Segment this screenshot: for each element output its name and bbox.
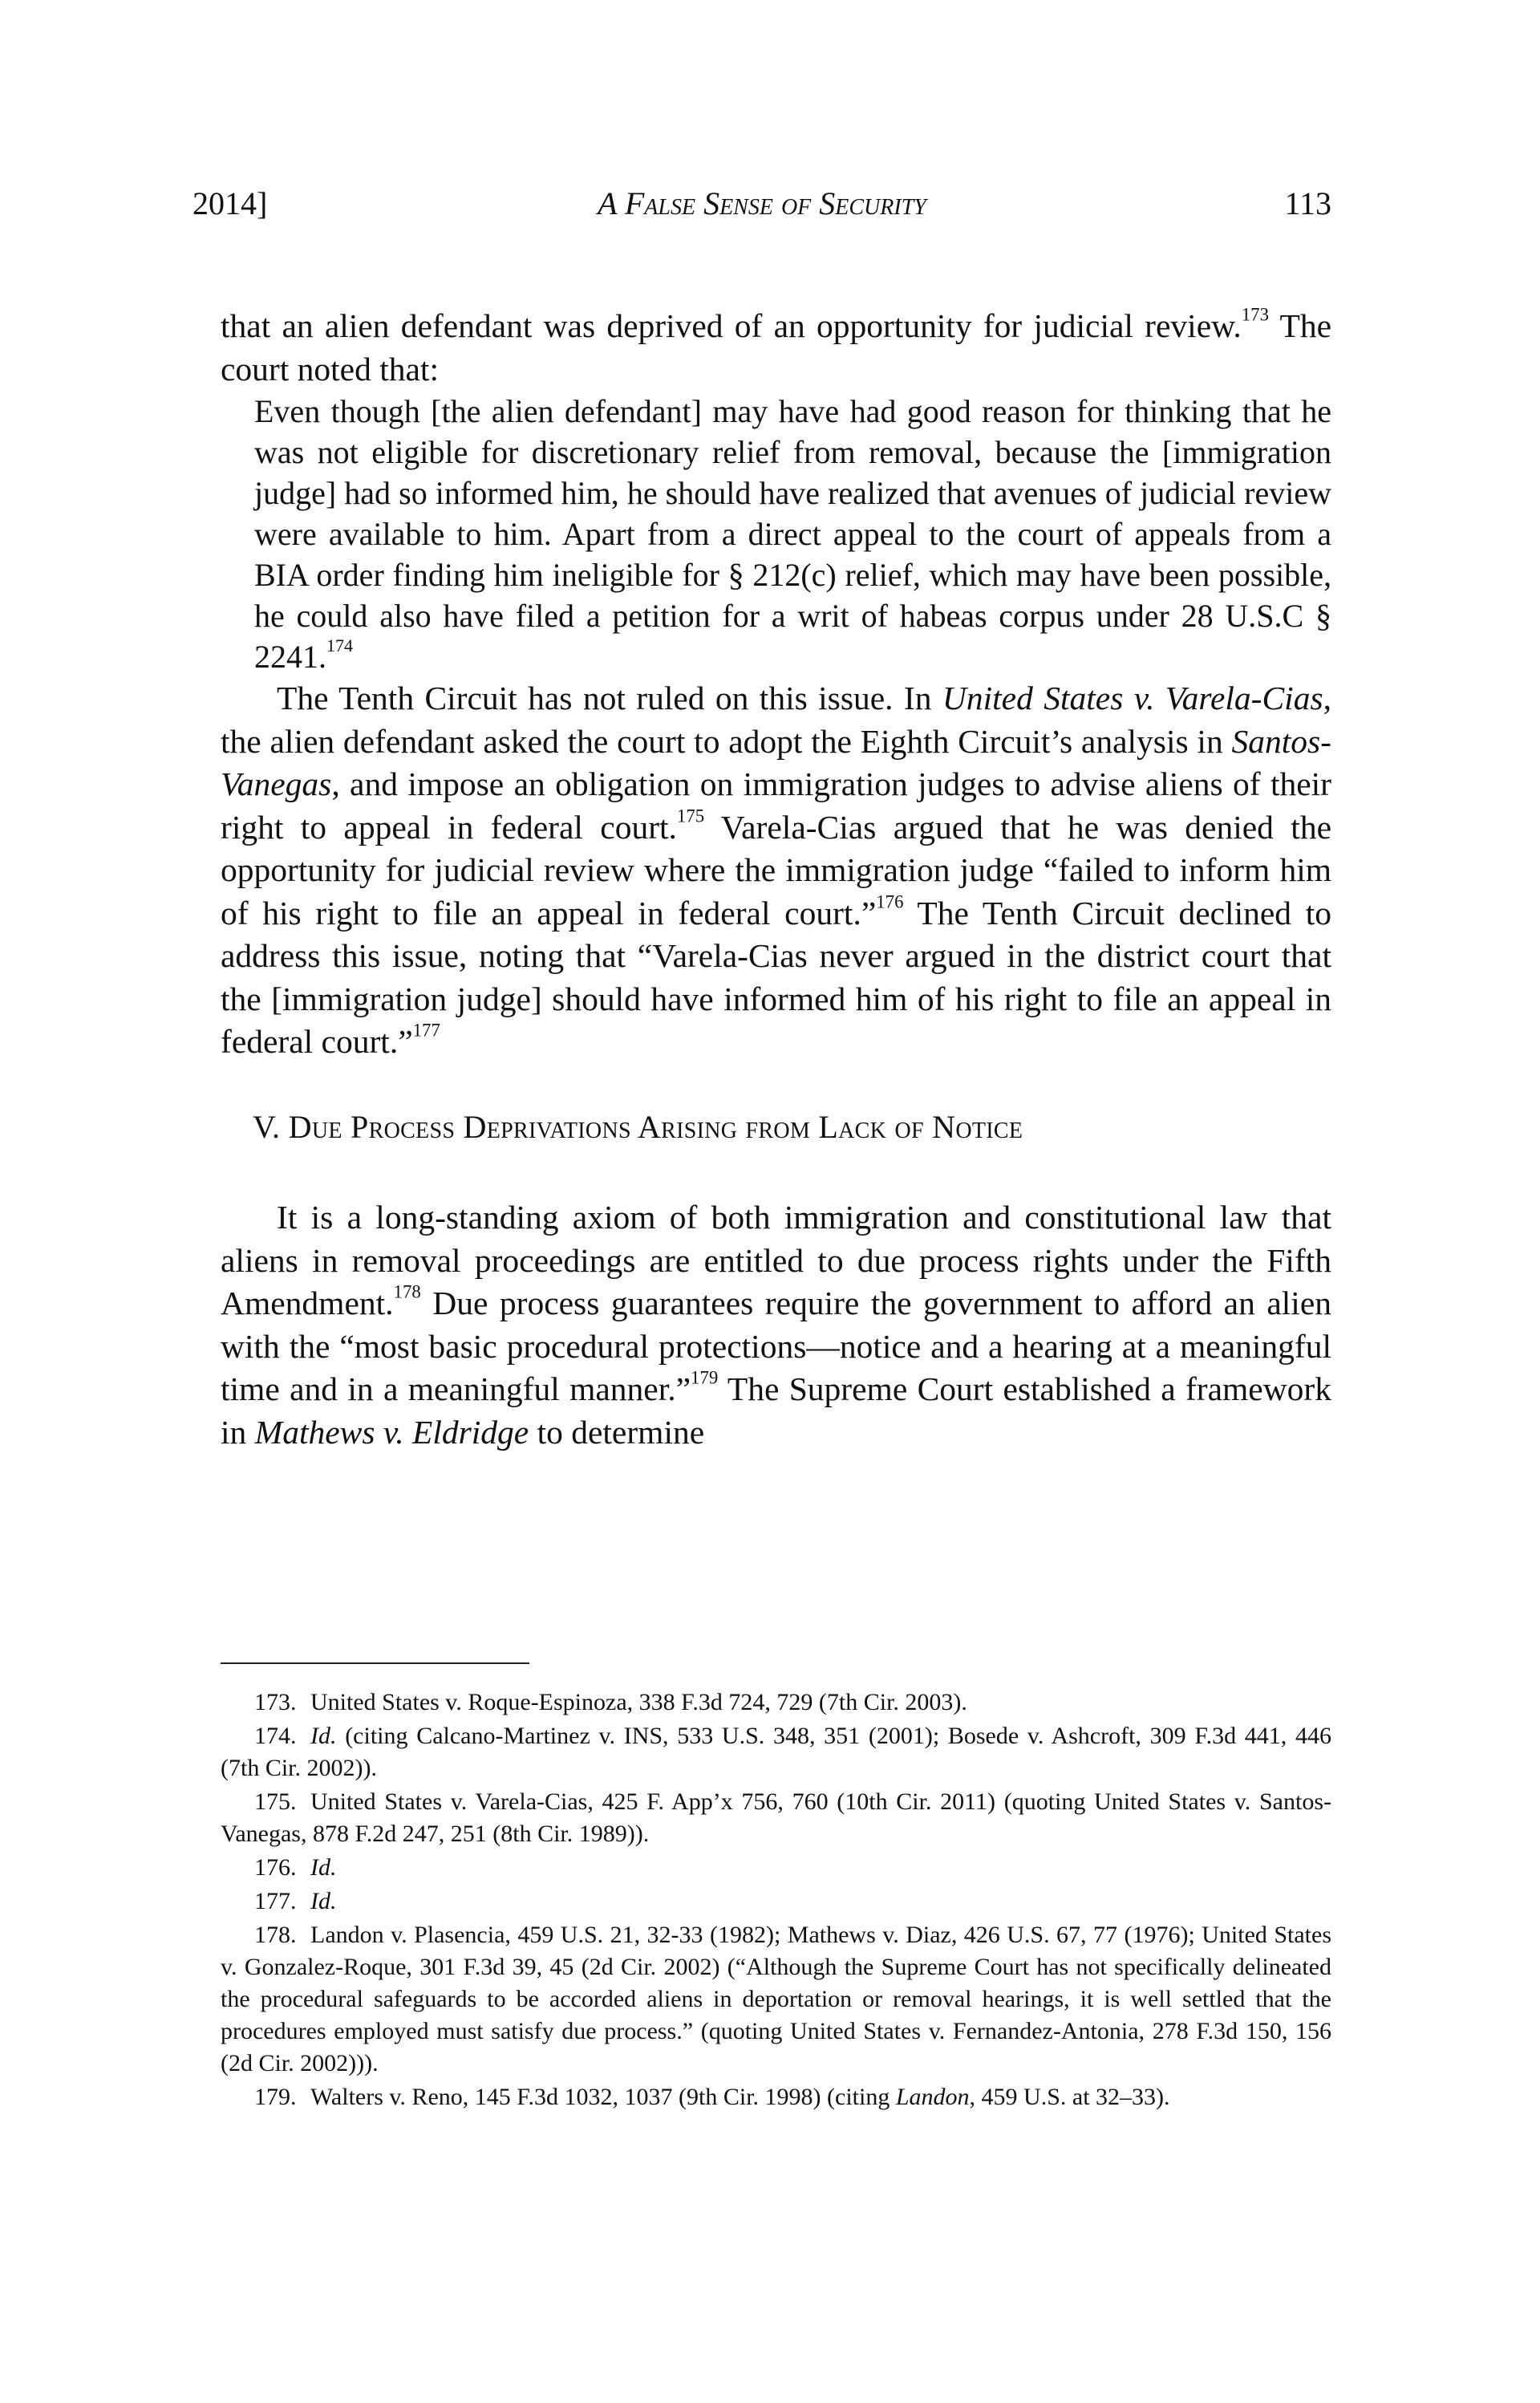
footnote-text: Walters v. Reno, 145 F.3d 1032, 1037 (9th Cir. 1998) (citing <box>310 2084 896 2110</box>
footnote-175 <box>221 1786 1331 1850</box>
footnote-text: (citing Calcano-Martinez v. INS, 533 U.S. 348, 351 (2001); Bosede v. Ashcroft, 309 F.3d 441, 446 (7th Cir. 2002)). <box>221 1723 1331 1781</box>
running-header <box>192 185 1331 233</box>
main-text <box>221 305 1331 1454</box>
case-name: Landon <box>895 2084 970 2110</box>
id-citation: Id. <box>310 1723 337 1749</box>
footnote-number: 173. <box>254 1689 297 1715</box>
footnote-text: Landon v. Plasencia, 459 U.S. 21, 32-33 (1982); Mathews v. Diaz, 426 U.S. 67, 77 (1976); United States v. Gonzalez-Roque, 301 F.3d 39, 45 (2d Cir. 2002) (“Although the Supreme Court has not specifically delineated the procedural safeguards to be accorded aliens in deportation or removal hearings, it is well settled that the procedures employed must satisfy due process.” (quoting United States v. Fernandez-Antonia, 278 F.3d 150, 156 (2d Cir. 2002))). <box>221 1922 1331 2076</box>
footnote-ref-179: 179 <box>691 1367 719 1388</box>
quote-text: Even though [the alien defendant] may have had good reason for thinking that he was not eligible for discretionary relief from removal, because the [immigration judge] had so informed him, he should have realized that avenues of judicial review were available to him. Apart from a direct appeal to the court of appeals from a BIA order finding him ineligible for § 212(c) relief, which may have been possible, he could also have filed a petition for a writ of habeas corpus under 28 U.S.C § 2241. <box>254 393 1331 675</box>
footnote-number: 174. <box>254 1723 297 1749</box>
footnote-number: 178. <box>254 1922 297 1948</box>
section-heading: V. Due Process Deprivations Arising from Lack of Notice <box>253 1108 1023 1145</box>
case-name: United States v. Varela-Cias <box>942 680 1323 716</box>
page-number: 113 <box>1284 185 1331 221</box>
header-title: A False Sense of Security <box>598 185 926 221</box>
paragraph-2 <box>221 677 1331 1064</box>
paragraph-3 <box>221 1196 1331 1454</box>
text-span: Varela-Cias argued that he was denied the opportunity for judicial review where the immigration judge “failed to inform him of his right to file an appeal in federal court.” <box>221 808 1331 932</box>
header-year: 2014] <box>192 185 268 221</box>
footnote-176 <box>221 1852 1331 1884</box>
footnote-ref-175: 175 <box>676 805 705 826</box>
footnotes <box>221 1687 1331 2115</box>
footnote-text: United States v. Roque-Espinoza, 338 F.3d 724, 729 (7th Cir. 2003). <box>310 1689 967 1715</box>
footnote-174 <box>221 1720 1331 1784</box>
footnote-number: 176. <box>254 1854 297 1881</box>
footnote-number: 177. <box>254 1888 297 1914</box>
text-span: The Tenth Circuit has not ruled on this issue. In <box>277 680 942 716</box>
id-citation: Id. <box>310 1854 337 1881</box>
footnote-divider <box>221 1662 529 1664</box>
text-span: that an alien defendant was deprived of an opportunity for judicial review. <box>221 307 1242 344</box>
text-span: The court noted that: <box>221 307 1331 388</box>
footnote-179 <box>221 2081 1331 2113</box>
footnote-ref-178: 178 <box>393 1281 421 1302</box>
text-span: , and impose an obligation on immigration judges to advise aliens of their right to appeal in federal court. <box>221 765 1331 846</box>
footnote-178 <box>221 1919 1331 2080</box>
footnote-number: 175. <box>254 1788 297 1815</box>
text-span: The Tenth Circuit declined to address this issue, noting that “Varela-Cias never argued in the district court that the [immigration judge] should have informed him of his right to file an appeal in federal court.” <box>221 894 1331 1060</box>
case-name: Mathews v. Eldridge <box>254 1413 529 1451</box>
footnote-text: United States v. Varela-Cias, 425 F. App’x 756, 760 (10th Cir. 2011) (quoting United States v. Santos-Vanegas, 878 F.2d 247, 251 (8th Cir. 1989)). <box>221 1788 1331 1847</box>
block-quote <box>254 391 1331 677</box>
footnote-ref-173: 173 <box>1241 304 1269 325</box>
text-span: Due process guarantees require the government to afford an alien with the “most basic procedural protections—notice and a hearing at a meaningful time and in a meaningful manner.” <box>221 1285 1331 1407</box>
footnote-ref-174: 174 <box>326 635 353 656</box>
paragraph-1 <box>221 305 1331 391</box>
text-span: The Supreme Court established a framework in <box>221 1370 1332 1451</box>
text-span: , the alien defendant asked the court to adopt the Eighth Circuit’s analysis in <box>221 680 1331 760</box>
id-citation: Id. <box>310 1888 337 1914</box>
text-span: to determine <box>529 1413 705 1451</box>
footnote-text: , 459 U.S. at 32–33). <box>969 2084 1170 2110</box>
footnote-number: 179. <box>254 2084 297 2110</box>
footnote-173 <box>221 1687 1331 1719</box>
text-span: It is a long-standing axiom of both immigration and constitutional law that aliens in removal proceedings are entitled to due process rights under the Fifth Amendment. <box>221 1199 1331 1321</box>
footnote-177 <box>221 1885 1331 1918</box>
footnote-ref-176: 176 <box>876 891 904 911</box>
footnote-ref-177: 177 <box>412 1020 440 1041</box>
case-name: Santos-Vanegas <box>221 722 1331 802</box>
